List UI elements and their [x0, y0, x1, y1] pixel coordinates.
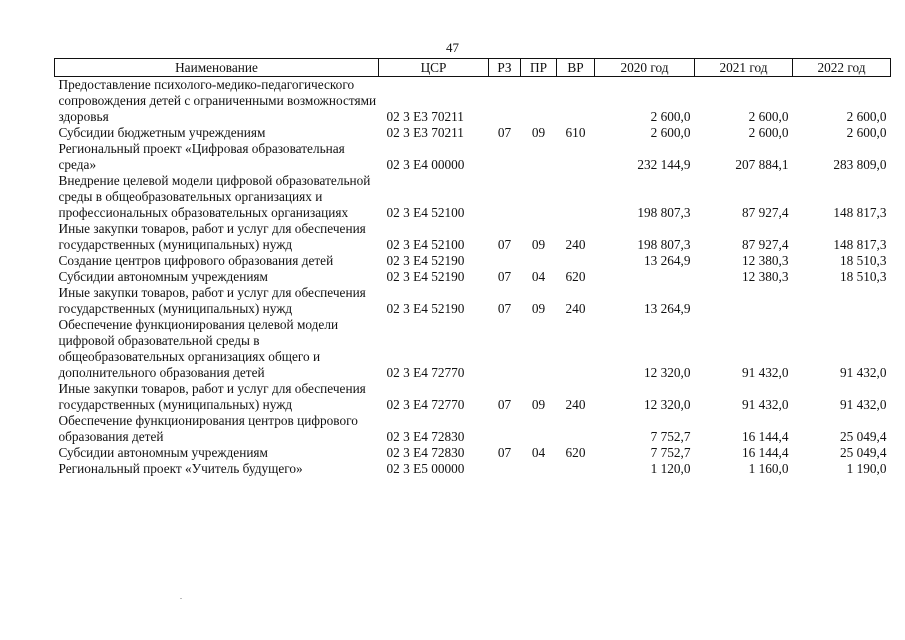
row-rz: 07	[497, 301, 512, 316]
row-name: Обеспечение функционирования целевой модели цифровой образовательной среды в общеобразовательных организациях общего и дополнительного образования детей	[58, 317, 339, 380]
row-2020: 2 600,0	[650, 109, 691, 124]
row-2020: 198 807,3	[637, 205, 691, 220]
row-name: Субсидии бюджетным учреждениям	[58, 125, 266, 140]
row-vr	[557, 173, 595, 221]
row-2022: 148 817,3	[833, 237, 887, 252]
header-2020: 2020 год	[595, 59, 695, 77]
row-csr: 02 3 Е4 52100	[386, 237, 465, 252]
row-2022: 283 809,0	[833, 157, 887, 172]
row-2022: 91 432,0	[839, 397, 887, 412]
table-row	[55, 77, 891, 126]
row-vr	[557, 253, 595, 269]
row-vr: 620	[565, 269, 586, 284]
table-row	[55, 317, 891, 381]
row-vr	[557, 141, 595, 173]
row-2022: 25 049,4	[839, 445, 887, 460]
table-row	[55, 173, 891, 221]
row-2021: 87 927,4	[741, 205, 789, 220]
row-2021: 16 144,4	[741, 445, 789, 460]
row-2020: 12 320,0	[643, 365, 691, 380]
header-pr: ПР	[521, 59, 557, 77]
row-csr: 02 3 Е4 00000	[386, 157, 465, 172]
row-pr	[521, 461, 557, 477]
row-csr: 02 3 Е4 52100	[386, 205, 465, 220]
row-pr: 09	[531, 397, 546, 412]
row-rz	[489, 253, 521, 269]
row-2020: 198 807,3	[637, 237, 691, 252]
row-csr: 02 3 Е4 72770	[386, 365, 465, 380]
row-2020: 1 120,0	[650, 461, 691, 476]
row-csr: 02 3 Е4 52190	[386, 301, 465, 316]
row-vr	[557, 413, 595, 445]
row-name: Региональный проект «Цифровая образовательная среда»	[58, 141, 345, 172]
row-rz: 07	[497, 445, 512, 460]
row-2020: 7 752,7	[650, 445, 691, 460]
row-csr: 02 3 Е4 52190	[386, 253, 465, 268]
row-2020: 2 600,0	[650, 125, 691, 140]
header-name: Наименование	[55, 59, 379, 77]
row-2020: 7 752,7	[650, 429, 691, 444]
header-rz: РЗ	[489, 59, 521, 77]
row-2020: 13 264,9	[643, 301, 691, 316]
row-csr: 02 3 Е4 72770	[386, 397, 465, 412]
row-vr	[557, 77, 595, 126]
page-number: 47	[446, 40, 459, 55]
row-name: Создание центров цифрового образования детей	[58, 253, 334, 268]
budget-table	[54, 58, 891, 477]
row-name: Субсидии автономным учреждениям	[58, 269, 268, 284]
row-pr	[521, 413, 557, 445]
table-row	[55, 285, 891, 317]
row-2020	[595, 269, 695, 285]
row-2022: 25 049,4	[839, 429, 887, 444]
table-row	[55, 125, 891, 141]
table-row	[55, 269, 891, 285]
row-2021: 1 160,0	[748, 461, 789, 476]
row-2021: 91 432,0	[741, 365, 789, 380]
row-vr	[557, 461, 595, 477]
row-pr	[521, 141, 557, 173]
row-rz	[489, 413, 521, 445]
row-csr: 02 3 Е4 72830	[386, 429, 465, 444]
row-2022: 1 190,0	[846, 461, 887, 476]
row-name: Обеспечение функционирования центров цифрового образования детей	[58, 413, 358, 444]
row-2022: 18 510,3	[839, 269, 887, 284]
row-pr	[521, 77, 557, 126]
row-pr: 04	[531, 445, 546, 460]
row-vr	[557, 317, 595, 381]
row-csr: 02 3 Е3 70211	[386, 109, 464, 124]
row-name: Предоставление психолого-медико-педагогического сопровождения детей с ограниченными возможностями здоровья	[58, 77, 377, 124]
row-pr: 09	[531, 237, 546, 252]
row-vr: 240	[565, 237, 586, 252]
table-row	[55, 253, 891, 269]
row-2020: 12 320,0	[643, 397, 691, 412]
row-csr: 02 3 Е4 72830	[386, 445, 465, 460]
row-2021: 91 432,0	[741, 397, 789, 412]
row-rz: 07	[497, 125, 512, 140]
row-rz	[489, 461, 521, 477]
row-2021: 12 380,3	[741, 269, 789, 284]
row-2022: 18 510,3	[839, 253, 887, 268]
row-rz: 07	[497, 397, 512, 412]
row-name: Субсидии автономным учреждениям	[58, 445, 268, 460]
row-2021: 87 927,4	[741, 237, 789, 252]
row-2020: 232 144,9	[637, 157, 691, 172]
row-2022: 2 600,0	[846, 125, 887, 140]
row-name: Региональный проект «Учитель будущего»	[58, 461, 303, 476]
row-pr: 04	[531, 269, 546, 284]
table-row	[55, 141, 891, 173]
row-2020: 13 264,9	[643, 253, 691, 268]
row-pr: 09	[531, 301, 546, 316]
row-2022: 148 817,3	[833, 205, 887, 220]
row-rz: 07	[497, 269, 512, 284]
row-name: Иные закупки товаров, работ и услуг для обеспечения государственных (муниципальных) нужд	[58, 381, 366, 412]
row-rz: 07	[497, 237, 512, 252]
row-pr	[521, 173, 557, 221]
table-row	[55, 381, 891, 413]
row-name: Внедрение целевой модели цифровой образовательной среды в общеобразовательных организациях и профессиональных образовательных организациях	[58, 173, 371, 220]
row-csr: 02 3 Е4 52190	[386, 269, 465, 284]
table-row	[55, 461, 891, 477]
row-2022: 91 432,0	[839, 365, 887, 380]
header-vr: ВР	[557, 59, 595, 77]
row-vr: 610	[565, 125, 586, 140]
row-pr	[521, 317, 557, 381]
row-2021: 12 380,3	[741, 253, 789, 268]
row-vr: 240	[565, 397, 586, 412]
row-2021: 2 600,0	[748, 125, 789, 140]
header-2022: 2022 год	[793, 59, 891, 77]
row-vr: 240	[565, 301, 586, 316]
row-2021: 16 144,4	[741, 429, 789, 444]
row-vr: 620	[565, 445, 586, 460]
header-csr: ЦСР	[379, 59, 489, 77]
row-2022	[793, 285, 891, 317]
row-rz	[489, 141, 521, 173]
row-pr	[521, 253, 557, 269]
row-2021: 2 600,0	[748, 109, 789, 124]
row-rz	[489, 77, 521, 126]
row-name: Иные закупки товаров, работ и услуг для обеспечения государственных (муниципальных) нужд	[58, 285, 366, 316]
table-row	[55, 221, 891, 253]
row-2021	[695, 285, 793, 317]
row-csr: 02 3 Е5 00000	[386, 461, 465, 476]
row-csr: 02 3 Е3 70211	[386, 125, 464, 140]
row-pr: 09	[531, 125, 546, 140]
scan-speck	[180, 598, 182, 599]
header-2021: 2021 год	[695, 59, 793, 77]
table-row	[55, 413, 891, 445]
header-row	[55, 59, 891, 77]
row-name: Иные закупки товаров, работ и услуг для обеспечения государственных (муниципальных) нужд	[58, 221, 366, 252]
table-row	[55, 445, 891, 461]
row-2021: 207 884,1	[735, 157, 789, 172]
row-rz	[489, 317, 521, 381]
row-2022: 2 600,0	[846, 109, 887, 124]
row-rz	[489, 173, 521, 221]
